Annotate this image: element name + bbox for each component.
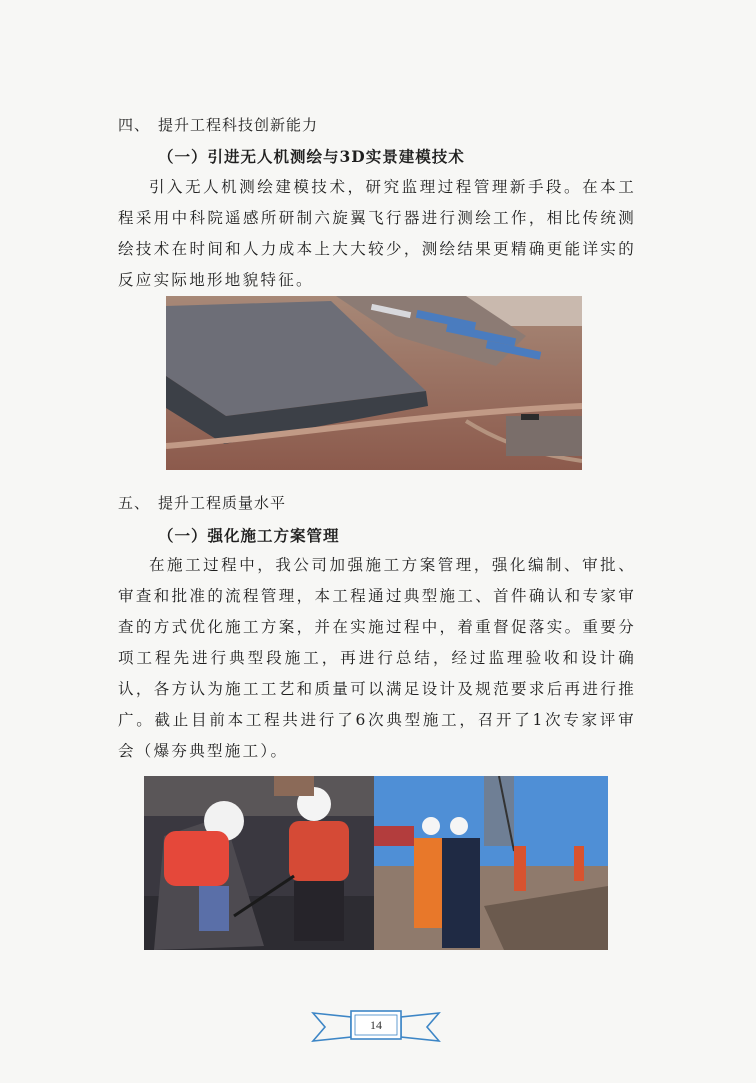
section-5-paragraph: 在施工过程中，我公司加强施工方案管理，强化编制、审批、审查和批准的流程管理，本工程通过典型施工、首件确认和专家审查的方式优化施工方案，并在实施过程中，着重督促落实。重要分项工程先进行典型段施工，再进行总结，经过监理验收和设计确认，各方认为施工工艺和质量可以满足设计及规范要求后再进行推广。截止目前本工程共进行了6次典型施工，召开了1次专家评审会（爆夯典型施工）。 xyxy=(118,556,636,760)
page-number: 14 xyxy=(370,1018,382,1032)
section-4-number: 四、 xyxy=(118,116,151,134)
section-4-subheading: （一）引进无人机测绘与3D实景建模技术 xyxy=(158,147,465,166)
section-4-title: 提升工程科技创新能力 xyxy=(158,116,319,134)
section-5-title: 提升工程质量水平 xyxy=(158,494,287,512)
section-5-heading xyxy=(118,492,286,513)
page-footer xyxy=(311,1005,441,1045)
section-4-heading xyxy=(118,114,318,135)
section-5-number: 五、 xyxy=(118,494,151,512)
section-5-subheading: （一）强化施工方案管理 xyxy=(158,526,340,545)
inspection-photo-left xyxy=(144,776,374,950)
drone-aerial-photo xyxy=(166,296,582,470)
section-4-paragraph: 引入无人机测绘建模技术，研究监理过程管理新手段。在本工程采用中科院遥感所研制六旋翼飞行器进行测绘工作，相比传统测绘技术在时间和人力成本上大大较少，测绘结果更精确更能详实的反应实际地形地貌特征。 xyxy=(118,178,636,289)
inspection-photo-right xyxy=(374,776,608,950)
